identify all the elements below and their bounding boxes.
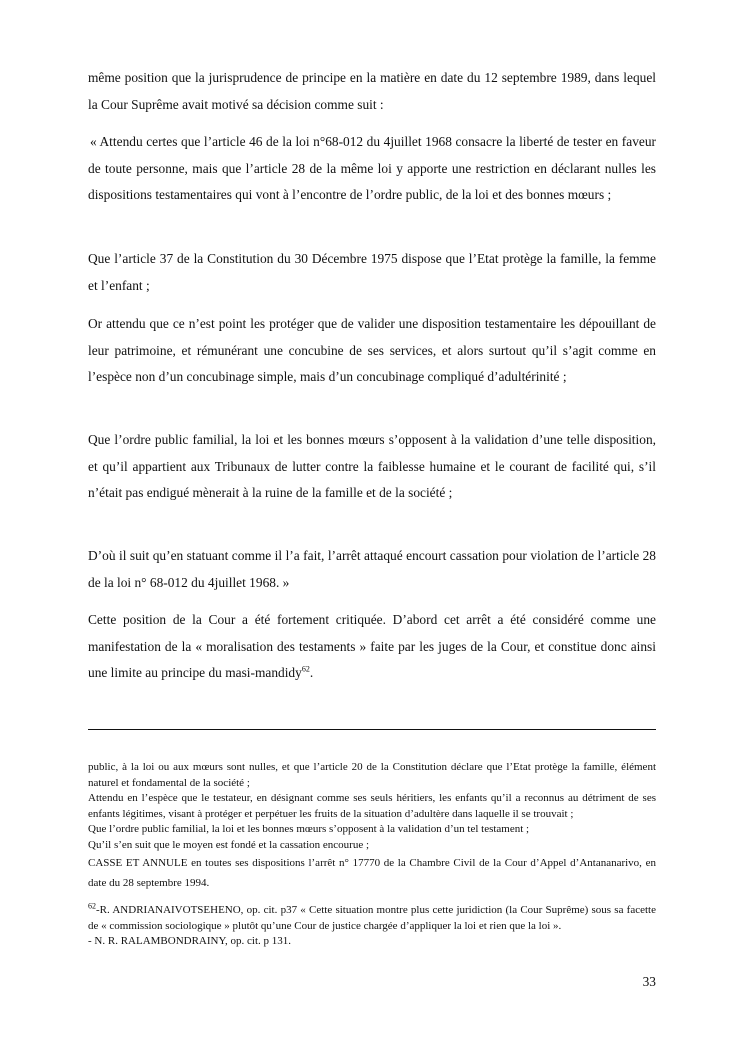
body-paragraph: Or attendu que ce n’est point les protéger que de valider une disposition testamentaire les dépouillant de leur patrimoine, et rémunérant une concubine de ses services, et alors surtout qu’il s’agit comme en l’espèce non d’un concubinage simple, mais d’un concubinage compliqué d’adultérinité ; (88, 316, 656, 384)
body-paragraph: « Attendu certes que l’article 46 de la loi n°68-012 du 4juillet 1968 consacre la liberté de tester en faveur de toute personne, mais que l’article 28 de la même loi y apporte une restriction en déclarant nulles les dispositions testamentaires qui vont à l’encontre de l’ordre public, de la loi et des bonnes mœurs ; (88, 134, 656, 202)
body-paragraph: Que l’ordre public familial, la loi et les bonnes mœurs s’opposent à la validation d’une telle disposition, et qu’il appartient aux Tribunaux de lutter contre la faiblesse humaine et le courant de facilité qui, s’il n’était pas endigué mènerait à la ruine de la famille et de la société ; (88, 432, 656, 500)
body-paragraph: D’où il suit qu’en statuant comme il l’a fait, l’arrêt attaqué encourt cassation pour violation de l’article 28 de la loi n° 68-012 du 4juillet 1968. » (88, 548, 656, 590)
body-paragraph: Que l’article 37 de la Constitution du 30 Décembre 1975 dispose que l’Etat protège la famille, la femme et l’enfant ; (88, 251, 656, 293)
footnote-continuation-line: Que l’ordre public familial, la loi et les bonnes mœurs s’opposent à la validation d’un tel testament ; (88, 823, 530, 835)
body-paragraph-text: Cette position de la Cour a été fortement critiquée. D’abord cet arrêt a été considéré comme une manifestation de la « moralisation des testaments » faite par les juges de la Cour, et constitue donc ainsi une limite au principe du masi-mandidy (88, 612, 656, 680)
footnote-text: -R. ANDRIANAIVOTSEHENO, op. cit. p37 « Cette situation montre plus cette juridiction (la Cour Suprême) sous sa facette de « commission sociologique » plutôt qu’une Cour de justice chargée d’appliquer la loi et rien que la loi ». (88, 904, 656, 932)
footnote-reference[interactable]: 62 (301, 664, 310, 674)
period: . (309, 665, 314, 680)
footnote-number: 62 (88, 901, 96, 911)
footnote-continuation-line: Attendu en l’espèce que le testateur, en désignant comme ses seuls héritiers, les enfants qu’il a reconnus au détriment de ses enfants légitimes, visant à protéger et perpétuer les fruits de la situation d’adultère dans laquelle il se trouvait ; (88, 792, 656, 820)
body-paragraph-last (88, 607, 656, 687)
footnotes (88, 760, 656, 950)
page-number: 33 (642, 974, 656, 989)
footnote-continuation-line: public, à la loi ou aux mœurs sont nulles, et que l’article 20 de la Constitution déclare que l’Etat protège la famille, élément naturel et fondamental de la société ; (88, 761, 656, 789)
footnote-62-second: - N. R. RALAMBONDRAINY, op. cit. p 131. (88, 935, 291, 947)
footnote-continuation-line: CASSE ET ANNULE en toutes ses dispositions l’arrêt n° 17770 de la Chambre Civil de la Cour d’Appel d’Antananarivo, en date du 28 septembre 1994. (88, 857, 656, 889)
footnote-separator (88, 729, 656, 730)
body-paragraph: même position que la jurisprudence de principe en la matière en date du 12 septembre 1989, dans lequel la Cour Suprême avait motivé sa décision comme suit : (88, 70, 656, 112)
footnote-continuation-line: Qu’il s’en suit que le moyen est fondé et la cassation encourue ; (88, 838, 370, 851)
footnote-62 (88, 903, 656, 934)
